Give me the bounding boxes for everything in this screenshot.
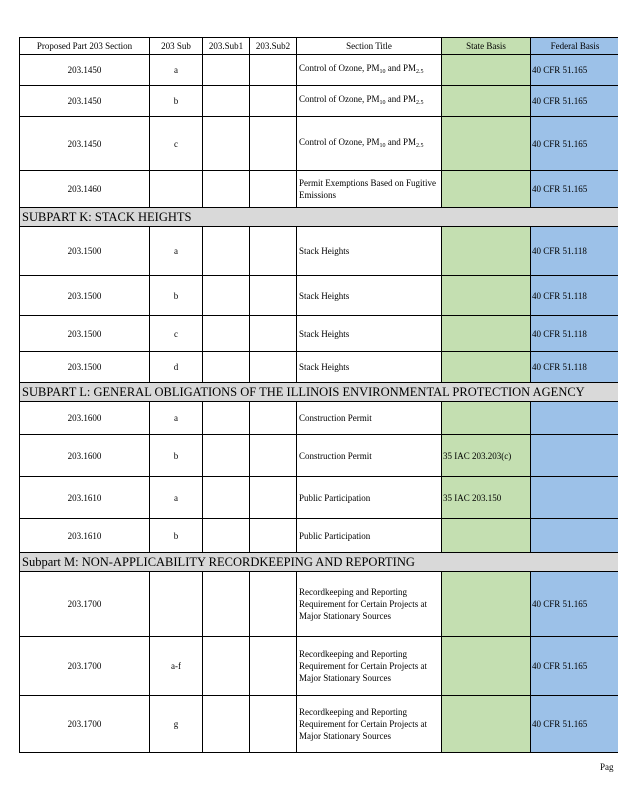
table-row bbox=[20, 171, 618, 208]
state-basis-cell bbox=[442, 117, 531, 171]
state-basis-cell bbox=[442, 55, 531, 86]
title-text: and PM bbox=[385, 94, 417, 104]
sub2-cell bbox=[250, 316, 297, 352]
table-row bbox=[20, 477, 618, 519]
sub1-cell bbox=[203, 696, 250, 753]
sub-cell: b bbox=[150, 435, 203, 477]
header-federal-basis: Federal Basis bbox=[531, 38, 618, 55]
header-section: Proposed Part 203 Section bbox=[20, 38, 150, 55]
header-sub: 203 Sub bbox=[150, 38, 203, 55]
sub-cell: g bbox=[150, 696, 203, 753]
federal-basis-cell: 40 CFR 51.165 bbox=[531, 572, 618, 637]
title-subscript: 2.5 bbox=[416, 69, 424, 75]
section-cell: 203.1610 bbox=[20, 477, 150, 519]
title-cell: Public Participation bbox=[297, 519, 442, 553]
section-cell: 203.1700 bbox=[20, 637, 150, 696]
federal-basis-cell: 40 CFR 51.165 bbox=[531, 55, 618, 86]
section-cell: 203.1610 bbox=[20, 519, 150, 553]
sub1-cell bbox=[203, 477, 250, 519]
table-row bbox=[20, 86, 618, 117]
sub1-cell bbox=[203, 171, 250, 208]
sub1-cell bbox=[203, 316, 250, 352]
title-text: Control of Ozone, PM bbox=[299, 94, 380, 104]
table-row bbox=[20, 696, 618, 753]
federal-basis-cell: 40 CFR 51.118 bbox=[531, 276, 618, 316]
title-cell: Stack Heights bbox=[297, 276, 442, 316]
state-basis-cell bbox=[442, 276, 531, 316]
subpart-heading: Subpart M: NON-APPLICABILITY RECORDKEEPING AND REPORTING bbox=[20, 553, 618, 572]
federal-basis-cell: 40 CFR 51.165 bbox=[531, 696, 618, 753]
section-cell: 203.1460 bbox=[20, 171, 150, 208]
sub-cell: c bbox=[150, 117, 203, 171]
sub2-cell bbox=[250, 55, 297, 86]
federal-basis-cell: 40 CFR 51.165 bbox=[531, 86, 618, 117]
subpart-heading-row bbox=[20, 208, 618, 227]
federal-basis-cell: 40 CFR 51.118 bbox=[531, 352, 618, 383]
title-subscript: 2.5 bbox=[416, 100, 424, 106]
sub-cell bbox=[150, 572, 203, 637]
header-state-basis: State Basis bbox=[442, 38, 531, 55]
federal-basis-cell: 40 CFR 51.165 bbox=[531, 637, 618, 696]
table-row bbox=[20, 276, 618, 316]
section-cell: 203.1700 bbox=[20, 696, 150, 753]
title-text: and PM bbox=[385, 63, 417, 73]
sub-cell: a bbox=[150, 402, 203, 435]
sub-cell: a bbox=[150, 55, 203, 86]
subpart-heading: SUBPART K: STACK HEIGHTS bbox=[20, 208, 618, 227]
federal-basis-cell bbox=[531, 435, 618, 477]
state-basis-cell bbox=[442, 316, 531, 352]
sub-cell: c bbox=[150, 316, 203, 352]
table-body bbox=[20, 55, 618, 753]
title-subscript: 10 bbox=[379, 69, 386, 75]
title-cell: Recordkeeping and Reporting Requirement for Certain Projects at Major Stationary Sources bbox=[297, 696, 442, 753]
title-cell: Construction Permit bbox=[297, 435, 442, 477]
section-cell: 203.1500 bbox=[20, 316, 150, 352]
title-text: and PM bbox=[385, 136, 417, 147]
sub-cell: a bbox=[150, 227, 203, 276]
title-cell: Public Participation bbox=[297, 477, 442, 519]
sub2-cell bbox=[250, 86, 297, 117]
title-cell bbox=[297, 117, 442, 171]
title-cell: Stack Heights bbox=[297, 227, 442, 276]
subpart-heading-row bbox=[20, 553, 618, 572]
page-number-label: Pag bbox=[600, 762, 614, 772]
sub1-cell bbox=[203, 572, 250, 637]
sub1-cell bbox=[203, 637, 250, 696]
sub-cell: d bbox=[150, 352, 203, 383]
header-row bbox=[20, 38, 618, 55]
title-text: Control of Ozone, PM bbox=[299, 136, 380, 147]
sub1-cell bbox=[203, 402, 250, 435]
sub1-cell bbox=[203, 86, 250, 117]
table-row bbox=[20, 352, 618, 383]
state-basis-cell bbox=[442, 572, 531, 637]
section-cell: 203.1450 bbox=[20, 117, 150, 171]
header-sub1: 203.Sub1 bbox=[203, 38, 250, 55]
sub1-cell bbox=[203, 352, 250, 383]
title-cell bbox=[297, 86, 442, 117]
table-row bbox=[20, 519, 618, 553]
table-row bbox=[20, 316, 618, 352]
sub1-cell bbox=[203, 55, 250, 86]
title-cell: Stack Heights bbox=[297, 316, 442, 352]
sub2-cell bbox=[250, 477, 297, 519]
federal-basis-cell: 40 CFR 51.165 bbox=[531, 171, 618, 208]
section-cell: 203.1500 bbox=[20, 352, 150, 383]
section-cell: 203.1700 bbox=[20, 572, 150, 637]
federal-basis-cell bbox=[531, 402, 618, 435]
state-basis-cell: 35 IAC 203.203(c) bbox=[442, 435, 531, 477]
federal-basis-cell bbox=[531, 519, 618, 553]
sub2-cell bbox=[250, 227, 297, 276]
header-sub2: 203.Sub2 bbox=[250, 38, 297, 55]
title-cell: Stack Heights bbox=[297, 352, 442, 383]
state-basis-cell bbox=[442, 402, 531, 435]
sub2-cell bbox=[250, 352, 297, 383]
sub2-cell bbox=[250, 276, 297, 316]
subpart-heading-row bbox=[20, 383, 618, 402]
sub2-cell bbox=[250, 171, 297, 208]
sub-cell: b bbox=[150, 86, 203, 117]
table-row bbox=[20, 227, 618, 276]
title-cell: Recordkeeping and Reporting Requirement for Certain Projects at Major Stationary Sources bbox=[297, 572, 442, 637]
sub2-cell bbox=[250, 435, 297, 477]
section-cell: 203.1500 bbox=[20, 227, 150, 276]
header-title: Section Title bbox=[297, 38, 442, 55]
federal-basis-cell: 40 CFR 51.118 bbox=[531, 227, 618, 276]
sub2-cell bbox=[250, 402, 297, 435]
section-cell: 203.1500 bbox=[20, 276, 150, 316]
state-basis-cell bbox=[442, 352, 531, 383]
sub1-cell bbox=[203, 435, 250, 477]
title-text: Control of Ozone, PM bbox=[299, 63, 380, 73]
title-subscript: 10 bbox=[379, 100, 386, 106]
section-cell: 203.1450 bbox=[20, 86, 150, 117]
table-row bbox=[20, 55, 618, 86]
crosswalk-table bbox=[19, 37, 618, 753]
sub2-cell bbox=[250, 519, 297, 553]
sub-cell: b bbox=[150, 519, 203, 553]
state-basis-cell bbox=[442, 227, 531, 276]
federal-basis-cell bbox=[531, 477, 618, 519]
state-basis-cell bbox=[442, 696, 531, 753]
federal-basis-cell: 40 CFR 51.118 bbox=[531, 316, 618, 352]
sub2-cell bbox=[250, 637, 297, 696]
table-row bbox=[20, 637, 618, 696]
sub1-cell bbox=[203, 519, 250, 553]
state-basis-cell bbox=[442, 171, 531, 208]
state-basis-cell bbox=[442, 86, 531, 117]
subpart-heading: SUBPART L: GENERAL OBLIGATIONS OF THE ILLINOIS ENVIRONMENTAL PROTECTION AGENCY bbox=[20, 383, 618, 402]
sub2-cell bbox=[250, 696, 297, 753]
sub2-cell bbox=[250, 117, 297, 171]
state-basis-cell bbox=[442, 519, 531, 553]
sub-cell: a-f bbox=[150, 637, 203, 696]
title-subscript: 2.5 bbox=[416, 142, 424, 149]
sub-cell: b bbox=[150, 276, 203, 316]
title-cell: Recordkeeping and Reporting Requirement for Certain Projects at Major Stationary Sources bbox=[297, 637, 442, 696]
sub1-cell bbox=[203, 227, 250, 276]
section-cell: 203.1450 bbox=[20, 55, 150, 86]
table-row bbox=[20, 117, 618, 171]
sub-cell bbox=[150, 171, 203, 208]
sub1-cell bbox=[203, 276, 250, 316]
title-subscript: 10 bbox=[379, 142, 386, 149]
state-basis-cell: 35 IAC 203.150 bbox=[442, 477, 531, 519]
section-cell: 203.1600 bbox=[20, 435, 150, 477]
sub1-cell bbox=[203, 117, 250, 171]
state-basis-cell bbox=[442, 637, 531, 696]
table-row bbox=[20, 435, 618, 477]
title-cell: Construction Permit bbox=[297, 402, 442, 435]
sub-cell: a bbox=[150, 477, 203, 519]
sub2-cell bbox=[250, 572, 297, 637]
title-cell: Permit Exemptions Based on Fugitive Emissions bbox=[297, 171, 442, 208]
title-cell bbox=[297, 55, 442, 86]
federal-basis-cell: 40 CFR 51.165 bbox=[531, 117, 618, 171]
table-row bbox=[20, 402, 618, 435]
table-row bbox=[20, 572, 618, 637]
section-cell: 203.1600 bbox=[20, 402, 150, 435]
